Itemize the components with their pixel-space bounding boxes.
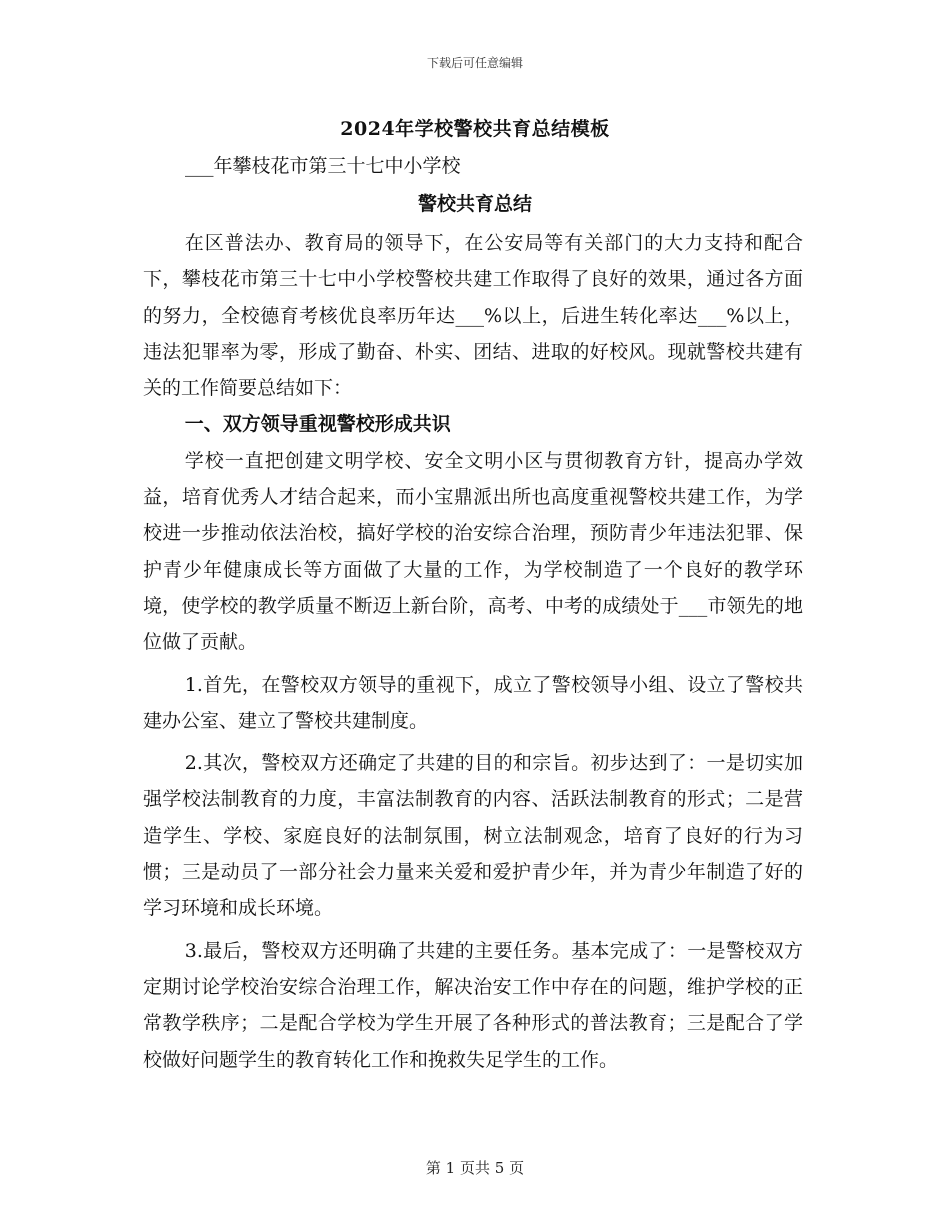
item-one-paragraph: 1.首先，在警校双方领导的重视下，成立了警校领导小组、设立了警校共建办公室、建立了警校共建制度。: [143, 673, 803, 732]
section-one-heading: 一、双方领导重视警校形成共识: [184, 413, 451, 436]
item-two-paragraph: 2.其次，警校双方还确定了共建的目的和宗旨。初步达到了：一是切实加强学校法制教育的力度，丰富法制教育的内容、活跃法制教育的形式；二是营造学生、学校、家庭良好的法制氛围，树立法制观念，培育了良好的行为习惯；三是动员了一部分社会力量来关爱和爱护青少年，并为青少年制造了好的学习环境和成长环境。: [143, 752, 803, 920]
document-body: [143, 225, 803, 1078]
intro-paragraph: 在区普法办、教育局的领导下，在公安局等有关部门的大力支持和配合下，攀枝花市第三十七中小学校警校共建工作取得了良好的效果，通过各方面的努力，全校德育考核优良率历年达___%以上，后进生转化率达___%以上，违法犯罪率为零，形成了勤奋、朴实、团结、进取的好校风。现就警校共建有关的工作简要总结如下：: [143, 232, 803, 400]
page-indicator: 第 1 页共 5 页: [425, 1159, 525, 1177]
section-one-paragraph: 学校一直把创建文明学校、安全文明小区与贯彻教育方针，提高办学效益，培育优秀人才结合起来，而小宝鼎派出所也高度重视警校共建工作，为学校进一步推动依法治校，搞好学校的治安综合治理，预防青少年违法犯罪、保护青少年健康成长等方面做了大量的工作，为学校制造了一个良好的教学环境，使学校的教学质量不断迈上新台阶，高考、中考的成绩处于___市领先的地位做了贡献。: [143, 449, 803, 654]
item-three-paragraph: 3.最后，警校双方还明确了共建的主要任务。基本完成了：一是警校双方定期讨论学校治安综合治理工作，解决治安工作中存在的问题，维护学校的正常教学秩序；二是配合学校为学生开展了各种形式的普法教育；三是配合了学校做好问题学生的教育转化工作和挽救失足学生的工作。: [143, 939, 803, 1071]
school-line: ___年攀枝花市第三十七中小学校: [185, 155, 461, 177]
document-title: 2024年学校警校共育总结模板: [340, 118, 610, 140]
header-note: 下载后可任意编辑: [426, 56, 523, 70]
document-subtitle: 警校共育总结: [417, 193, 532, 215]
